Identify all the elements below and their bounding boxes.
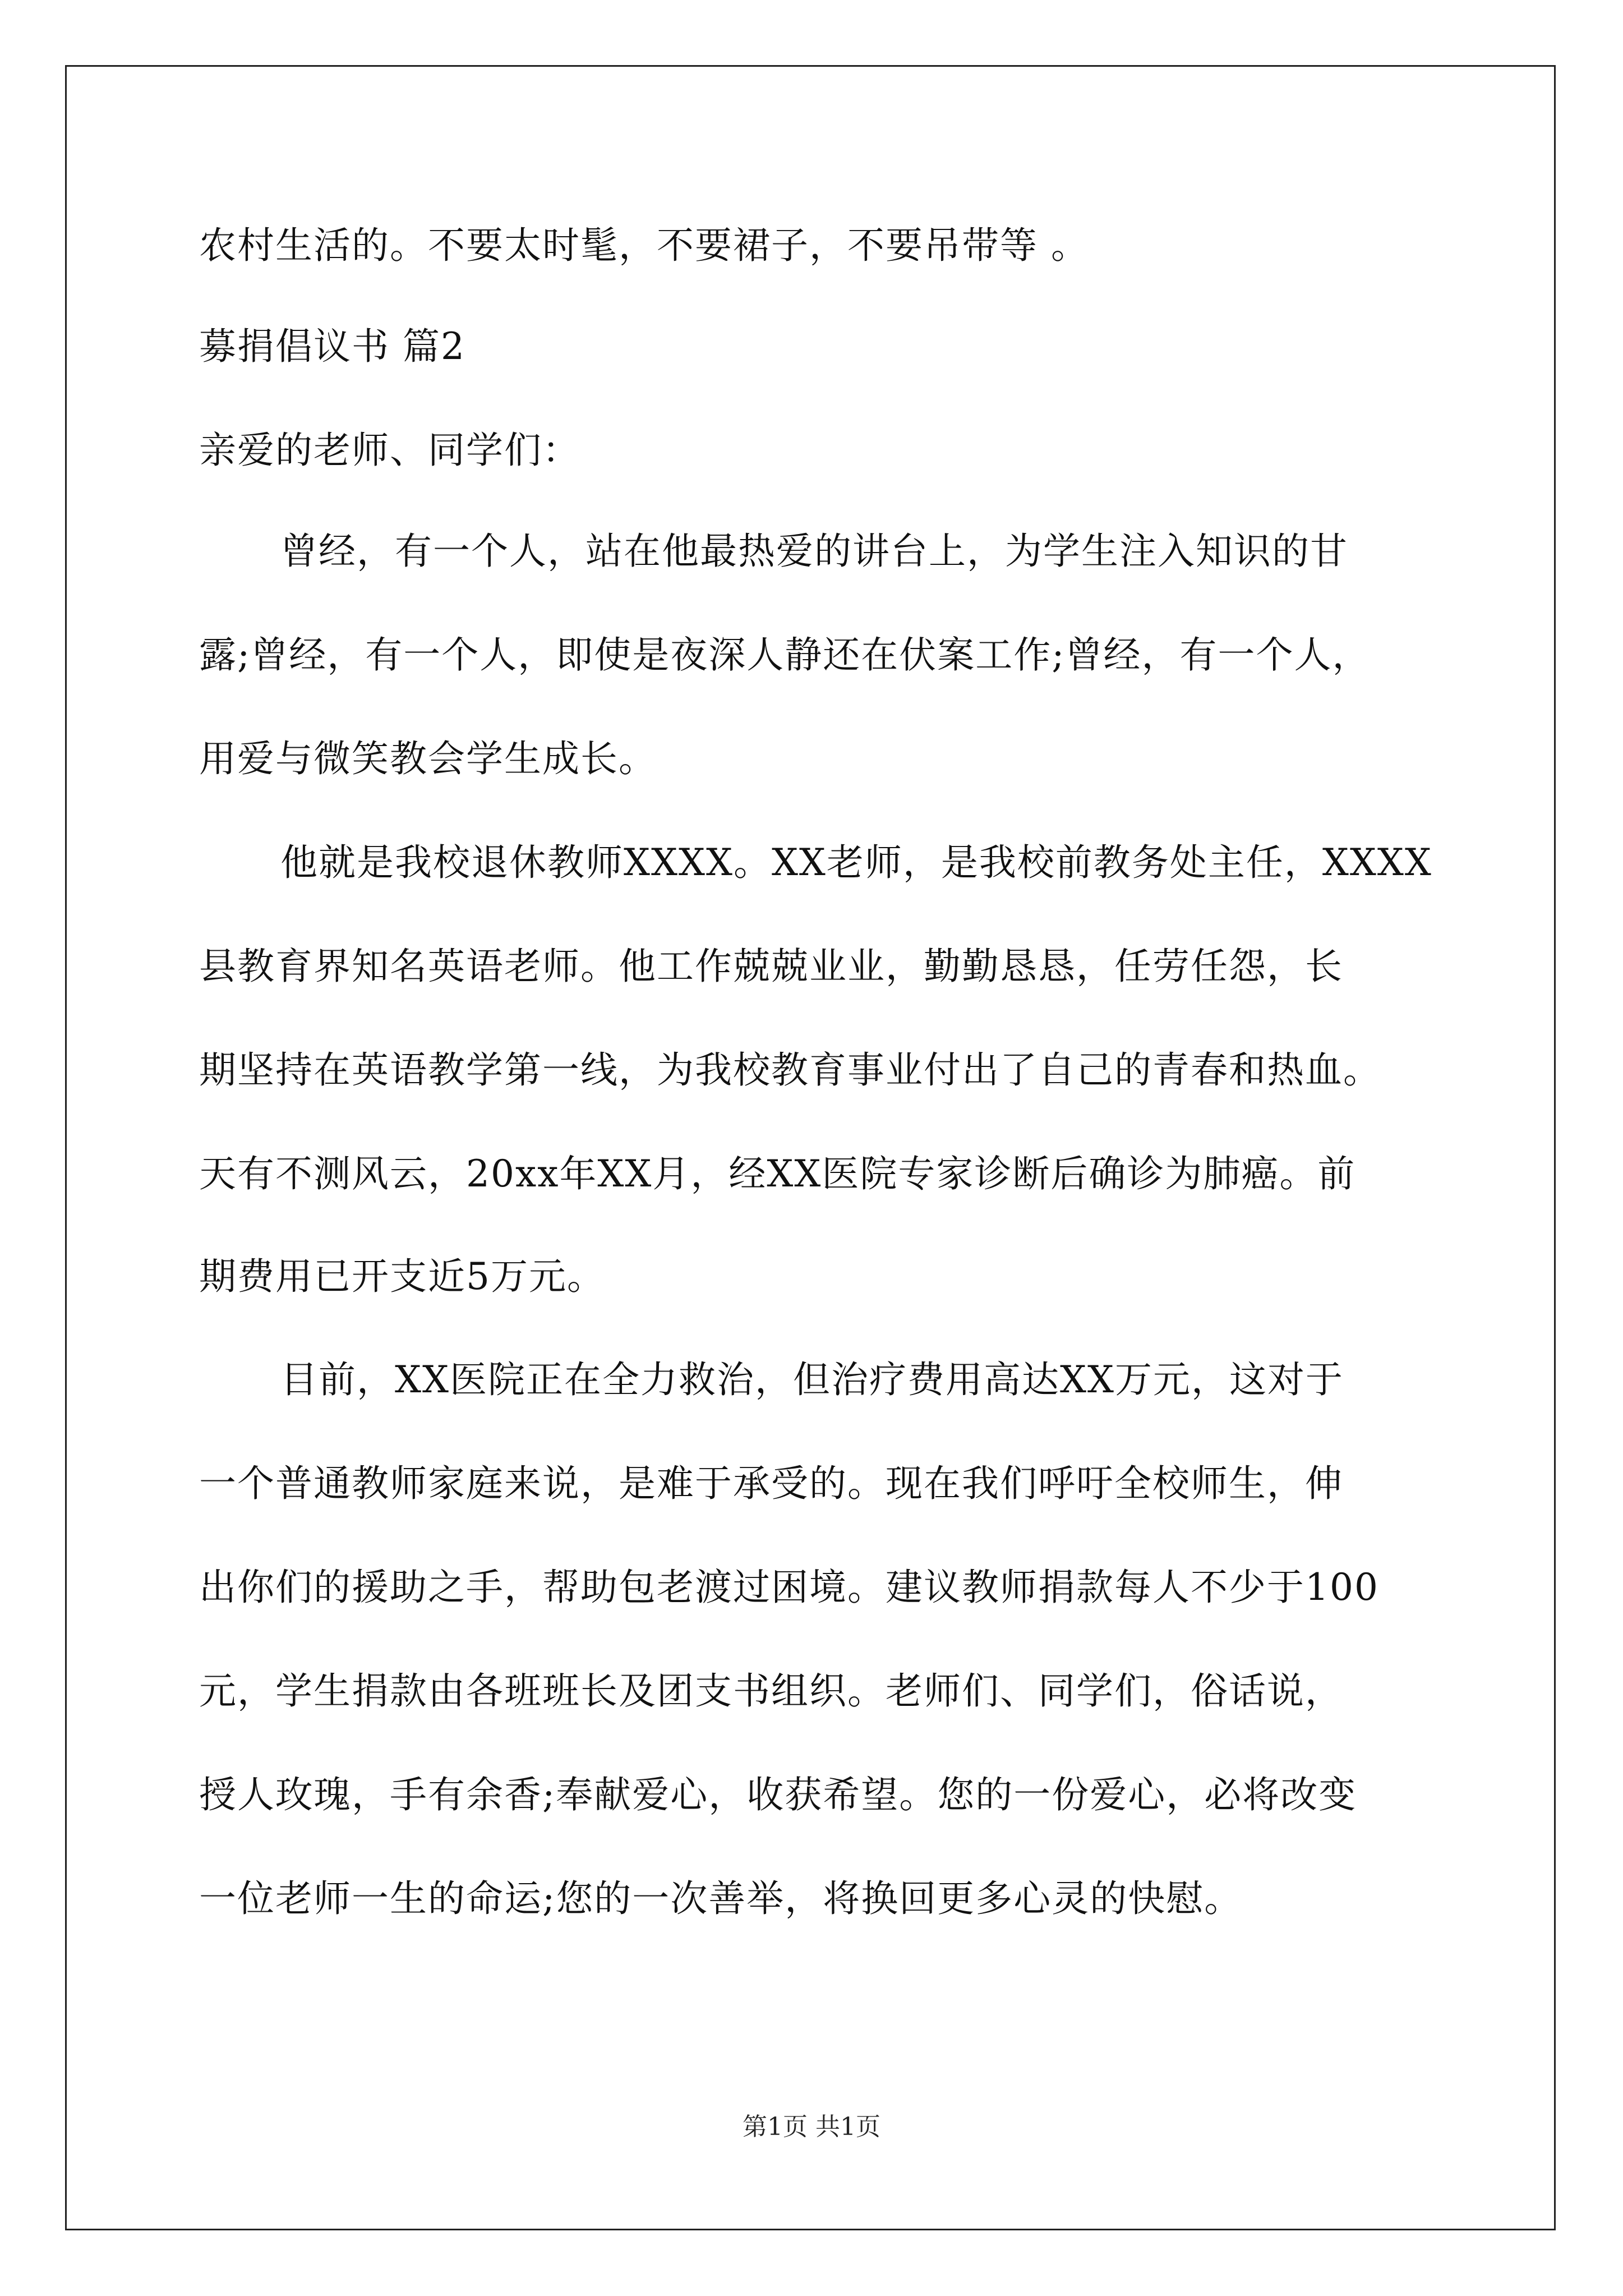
paragraph-line: 农村生活的。不要太时髦，不要裙子，不要吊带等 。 (199, 224, 1089, 267)
paragraph-line: 出你们的援助之手，帮助包老渡过困境。建议教师捐款每人不少于100 (199, 1566, 1379, 1609)
paragraph-line: 天有不测风云，20xx年XX月，经XX医院专家诊断后确诊为肺癌。前 (199, 1152, 1356, 1195)
paragraph-line: 一个普通教师家庭来说，是难于承受的。现在我们呼吁全校师生，伸 (199, 1462, 1343, 1505)
paragraph-line: 他就是我校退休教师XXXX。XX老师，是我校前教务处主任，XXXX (280, 841, 1432, 884)
paragraph-line: 期费用已开支近5万元。 (199, 1255, 605, 1298)
paragraph-line: 县教育界知名英语老师。他工作兢兢业业，勤勤恳恳，任劳任怨，长 (199, 945, 1343, 988)
salutation: 亲爱的老师、同学们： (199, 429, 580, 472)
paragraph-line: 期坚持在英语教学第一线，为我校教育事业付出了自己的青春和热血。 (199, 1048, 1381, 1092)
paragraph-line: 一位老师一生的命运;您的一次善举，将换回更多心灵的快慰。 (199, 1877, 1243, 1920)
section-heading: 募捐倡议书 篇2 (199, 325, 465, 368)
paragraph-line: 授人玫瑰，手有余香;奉献爱心，收获希望。您的一份爱心，必将改变 (199, 1773, 1357, 1816)
paragraph-line: 露;曾经，有一个人，即使是夜深人静还在伏案工作;曾经，有一个人， (199, 633, 1371, 677)
paragraph-line: 曾经，有一个人，站在他最热爱的讲台上，为学生注入知识的甘 (280, 530, 1348, 573)
page-number-footer: 第1页 共1页 (743, 2113, 880, 2141)
paragraph-line: 目前，XX医院正在全力救治，但治疗费用高达XX万元，这对于 (280, 1358, 1344, 1401)
paragraph-line: 用爱与微笑教会学生成长。 (199, 737, 657, 780)
paragraph-line: 元，学生捐款由各班班长及团支书组织。老师们、同学们，俗话说， (199, 1669, 1343, 1713)
